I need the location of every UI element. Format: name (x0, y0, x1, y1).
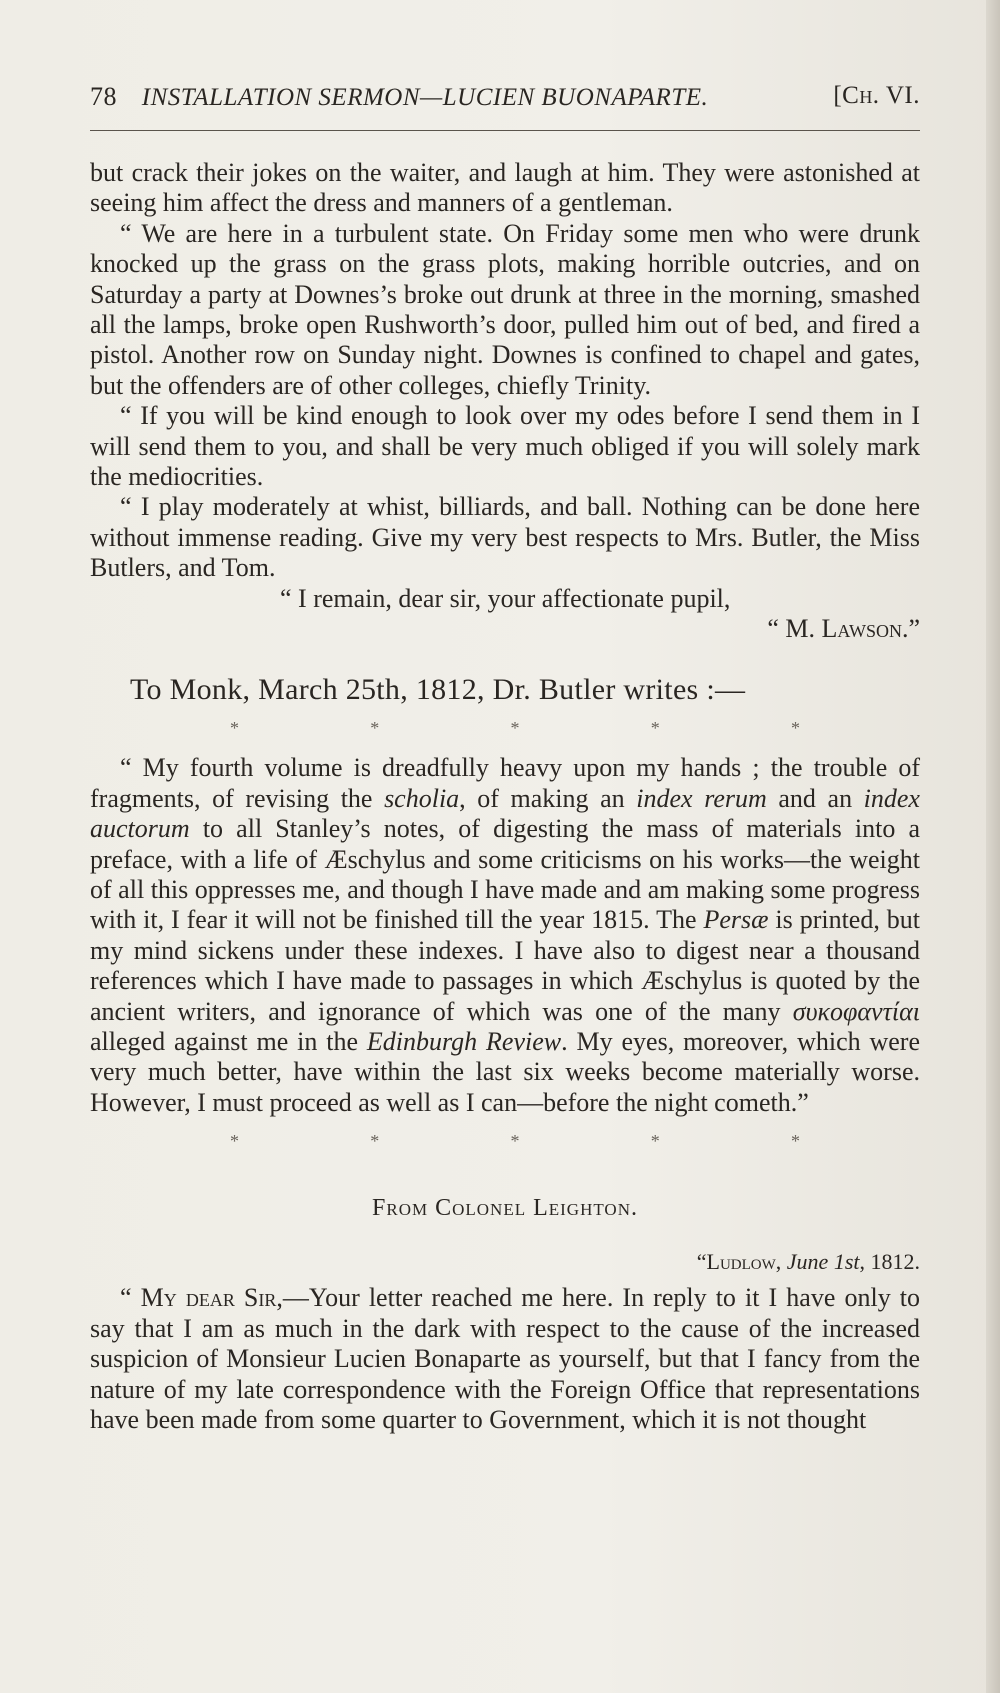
italic-term: index rerum (636, 783, 767, 813)
greek-term: συκοφαντίαι (792, 996, 920, 1026)
asterisk: * (650, 717, 660, 738)
dateline (90, 1247, 920, 1277)
text-run: to all Stanley’s notes, of digesting the mass of materials into a preface, with a life of Æschylus and some criticisms on his works—the weight of all this oppresses me, and though I have made and am making some progress with it, I fear it will not be finished till the year 1815. The (90, 814, 920, 935)
italic-term: scholia (384, 783, 460, 813)
chapter-label: [Ch. VI. (833, 82, 920, 109)
quoted-letter (90, 753, 920, 1118)
asterisk: * (510, 1131, 520, 1152)
italic-term: Edinburgh Review (366, 1026, 562, 1056)
asterisk: * (791, 717, 800, 738)
asterisk: * (791, 1131, 800, 1152)
italic-term: Persæ (703, 905, 769, 935)
asterisk: * (370, 1131, 380, 1152)
text-run: , of making an (459, 783, 637, 813)
signature-name: Lawson.” (821, 614, 920, 644)
salutation: “ My dear Sir, (120, 1283, 283, 1313)
asterisk: * (230, 1131, 239, 1152)
letter-intro: To Monk, March 25th, 1812, Dr. Butler writes :— (130, 672, 746, 706)
closing-line: “ I remain, dear sir, your affectionate pupil, (280, 583, 731, 613)
paragraph: “ We are here in a turbulent state. On Friday some men who were drunk knocked up the grass on the grass plots, making horrible outcries, and on Saturday a party at Downes’s broke out drunk at three in the morning, smashed all the lamps, broke open Rushworth’s door, pulled him out of bed, and fired a pistol. Another row on Sunday night. Downes is confined to chapel and gates, but the offenders are of other colleges, chiefly Trinity. (90, 218, 920, 400)
running-head (90, 82, 920, 112)
text-run: . My eyes, moreover, which were very much better, have within the last six weeks become materially worse. However, I must proceed as well as I can—before the night cometh.” (90, 1026, 921, 1117)
running-title: INSTALLATION SERMON—LUCIEN BUONAPARTE. (141, 84, 709, 111)
header-rule (90, 130, 920, 131)
letter-heading: From Colonel Leighton. (372, 1194, 638, 1221)
asterisk: * (650, 1131, 660, 1152)
dateline-date: June 1st (786, 1249, 860, 1274)
paragraph (90, 1283, 920, 1435)
asterisk: * (510, 717, 520, 738)
page-edge (986, 0, 1000, 1693)
signature-prefix: “ M. (767, 614, 822, 644)
italic-term: index auctorum (90, 783, 920, 844)
paragraph: “ If you will be kind enough to look over my odes before I send them in I will send them to you, and shall be very much obliged if you will solely mark the mediocrities. (90, 401, 920, 492)
asterisk: * (230, 717, 239, 738)
section-separator (90, 1126, 920, 1156)
asterisk: * (370, 717, 380, 738)
text-run: and an (766, 783, 864, 813)
text-run: —Your letter reached me here. In reply to it I have only to say that I am as much in the dark with respect to the cause of the increased suspicion of Monsieur Lucien Bonaparte as yourself, but that I fancy from the nature of my late correspondence with the Foreign Office that representations have been made from some quarter to Government, which it is not thought (90, 1283, 921, 1435)
body-text (90, 158, 920, 1435)
paragraph: but crack their jokes on the waiter, and laugh at him. They were astonished at seeing him affect the dress and manners of a gentleman. (90, 158, 920, 218)
text-run: is printed, but my mind sickens under these indexes. I have also to digest near a thousand references which I have made to passages in which Æschylus is quoted by the ancient writers, and ignorance of which was one of the many (90, 905, 920, 1026)
section-separator (90, 713, 920, 743)
page-number: 78 (90, 82, 117, 111)
dateline-place: “Ludlow, (696, 1249, 787, 1274)
text-run: “ My fourth volume is dreadfully heavy upon my hands ; the trouble of fragments, of revising the (90, 753, 920, 813)
signature (90, 614, 920, 644)
text-run: alleged against me in the (90, 1026, 367, 1056)
dateline-year: , 1812. (859, 1249, 920, 1274)
paragraph: “ I play moderately at whist, billiards, and ball. Nothing can be done here without immense reading. Give my very best respects to Mrs. Butler, the Miss Butlers, and Tom. (90, 492, 920, 583)
